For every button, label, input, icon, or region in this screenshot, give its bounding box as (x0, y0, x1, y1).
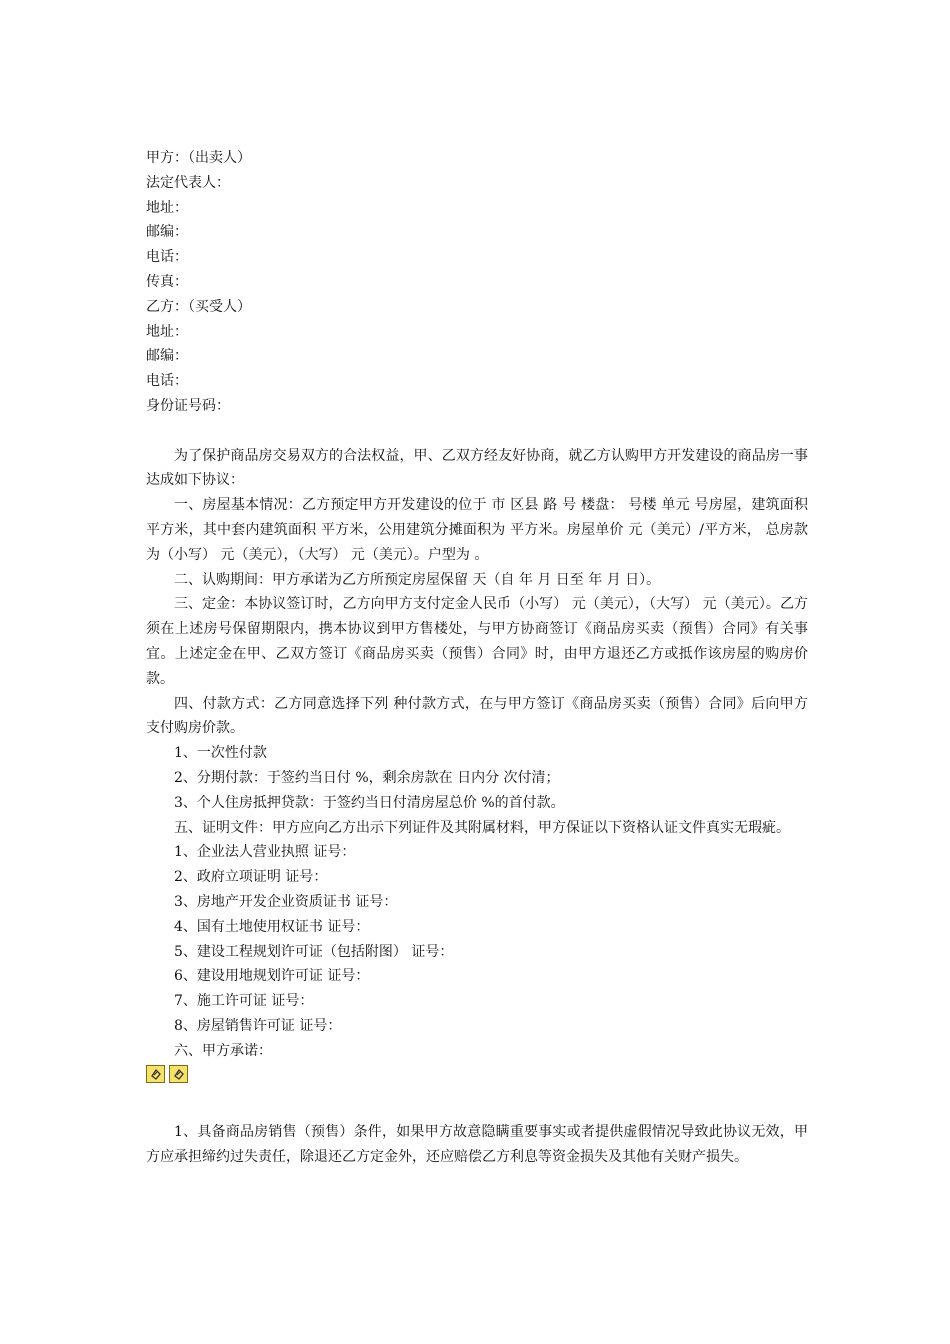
embedded-object-icons (146, 1063, 808, 1085)
certificate-item: 8、房屋销售许可证 证号： (174, 1017, 342, 1034)
section-2-paragraph: 二、认购期间：甲方承诺为乙方所预定房屋保留 天（自 年 月 日至 年 月 日）。 (174, 571, 661, 588)
attachment-icon[interactable] (169, 1065, 188, 1083)
party-b-address-label: 地址： (146, 323, 188, 340)
party-b-phone-label: 电话： (146, 373, 188, 390)
certificate-item: 7、施工许可证 证号： (174, 993, 314, 1010)
certificate-item: 4、国有土地使用权证书 证号： (174, 918, 370, 935)
party-b-id-label: 身份证号码： (146, 397, 230, 414)
payment-option: 1、一次性付款 (174, 745, 267, 762)
payment-option: 2、分期付款：于签约当日付 %，剩余房款在 日内分 次付清； (174, 769, 560, 786)
certificate-item: 3、房地产开发企业资质证书 证号： (174, 893, 398, 910)
spacer (146, 1085, 808, 1120)
section-4-paragraph: 四、付款方式：乙方同意选择下列 种付款方式，在与甲方签订《商品房买卖（预售）合同》后向甲方支付购房价款。 (146, 695, 808, 737)
party-b-postcode-label: 邮编： (146, 348, 188, 365)
party-a-phone-label: 电话： (146, 249, 188, 266)
section-6-heading: 六、甲方承诺： (174, 1042, 272, 1059)
section-5-paragraph: 五、证明文件：甲方应向乙方出示下列证件及其附属材料，甲方保证以下资格认证文件真实无瑕疵。 (174, 819, 790, 836)
party-a-address-label: 地址： (146, 199, 188, 216)
section-6-clause-1: 1、具备商品房销售（预售）条件，如果甲方故意隐瞒重要事实或者提供虚假情况导致此协议无效，甲方应承担缔约过失责任，除退还乙方定金外，还应赔偿乙方利息等资金损失及其他有关财产损失。 (146, 1124, 808, 1166)
spacer (146, 419, 808, 444)
certificate-item: 2、政府立项证明 证号： (174, 869, 328, 886)
section-3-paragraph: 三、定金：本协议签订时，乙方向甲方支付定金人民币（小写） 元（美元），（大写） 元（美元）。乙方须在上述房号保留期限内，携本协议到甲方售楼处，与甲方协商签订《商品房买卖（预售）合同》有关事宜。上述定金在甲、乙双方签订《商品房买卖（预售）合同》时，由甲方退还乙方或抵作该房屋的购房价款。 (146, 596, 808, 687)
certificate-item: 1、企业法人营业执照 证号： (174, 844, 356, 861)
document-page (146, 146, 808, 1170)
party-a-label: 甲方：（出卖人） (146, 150, 251, 166)
certificate-item: 5、建设工程规划许可证（包括附图） 证号： (174, 943, 454, 960)
party-a-postcode-label: 邮编： (146, 224, 188, 241)
section-1-paragraph: 一、房屋基本情况：乙方预定甲方开发建设的位于 市 区县 路 号 楼盘： 号楼 单元 号房屋，建筑面积 平方米，其中套内建筑面积 平方米，公用建筑分摊面积为 平方米。房屋单价 元（美元）/平方米， 总房款为（小写） 元（美元），（大写） 元（美元）。户型为 。 (146, 497, 808, 563)
legal-representative-label: 法定代表人： (146, 174, 230, 191)
party-a-fax-label: 传真： (146, 273, 188, 290)
certificate-item: 6、建设用地规划许可证 证号： (174, 968, 370, 985)
attachment-icon[interactable] (146, 1065, 165, 1083)
intro-paragraph: 为了保护商品房交易双方的合法权益，甲、乙双方经友好协商，就乙方认购甲方开发建设的商品房一事达成如下协议： (146, 447, 808, 489)
payment-option: 3、个人住房抵押贷款：于签约当日付清房屋总价 %的首付款。 (174, 794, 565, 811)
party-b-label: 乙方：（买受人） (146, 298, 251, 315)
